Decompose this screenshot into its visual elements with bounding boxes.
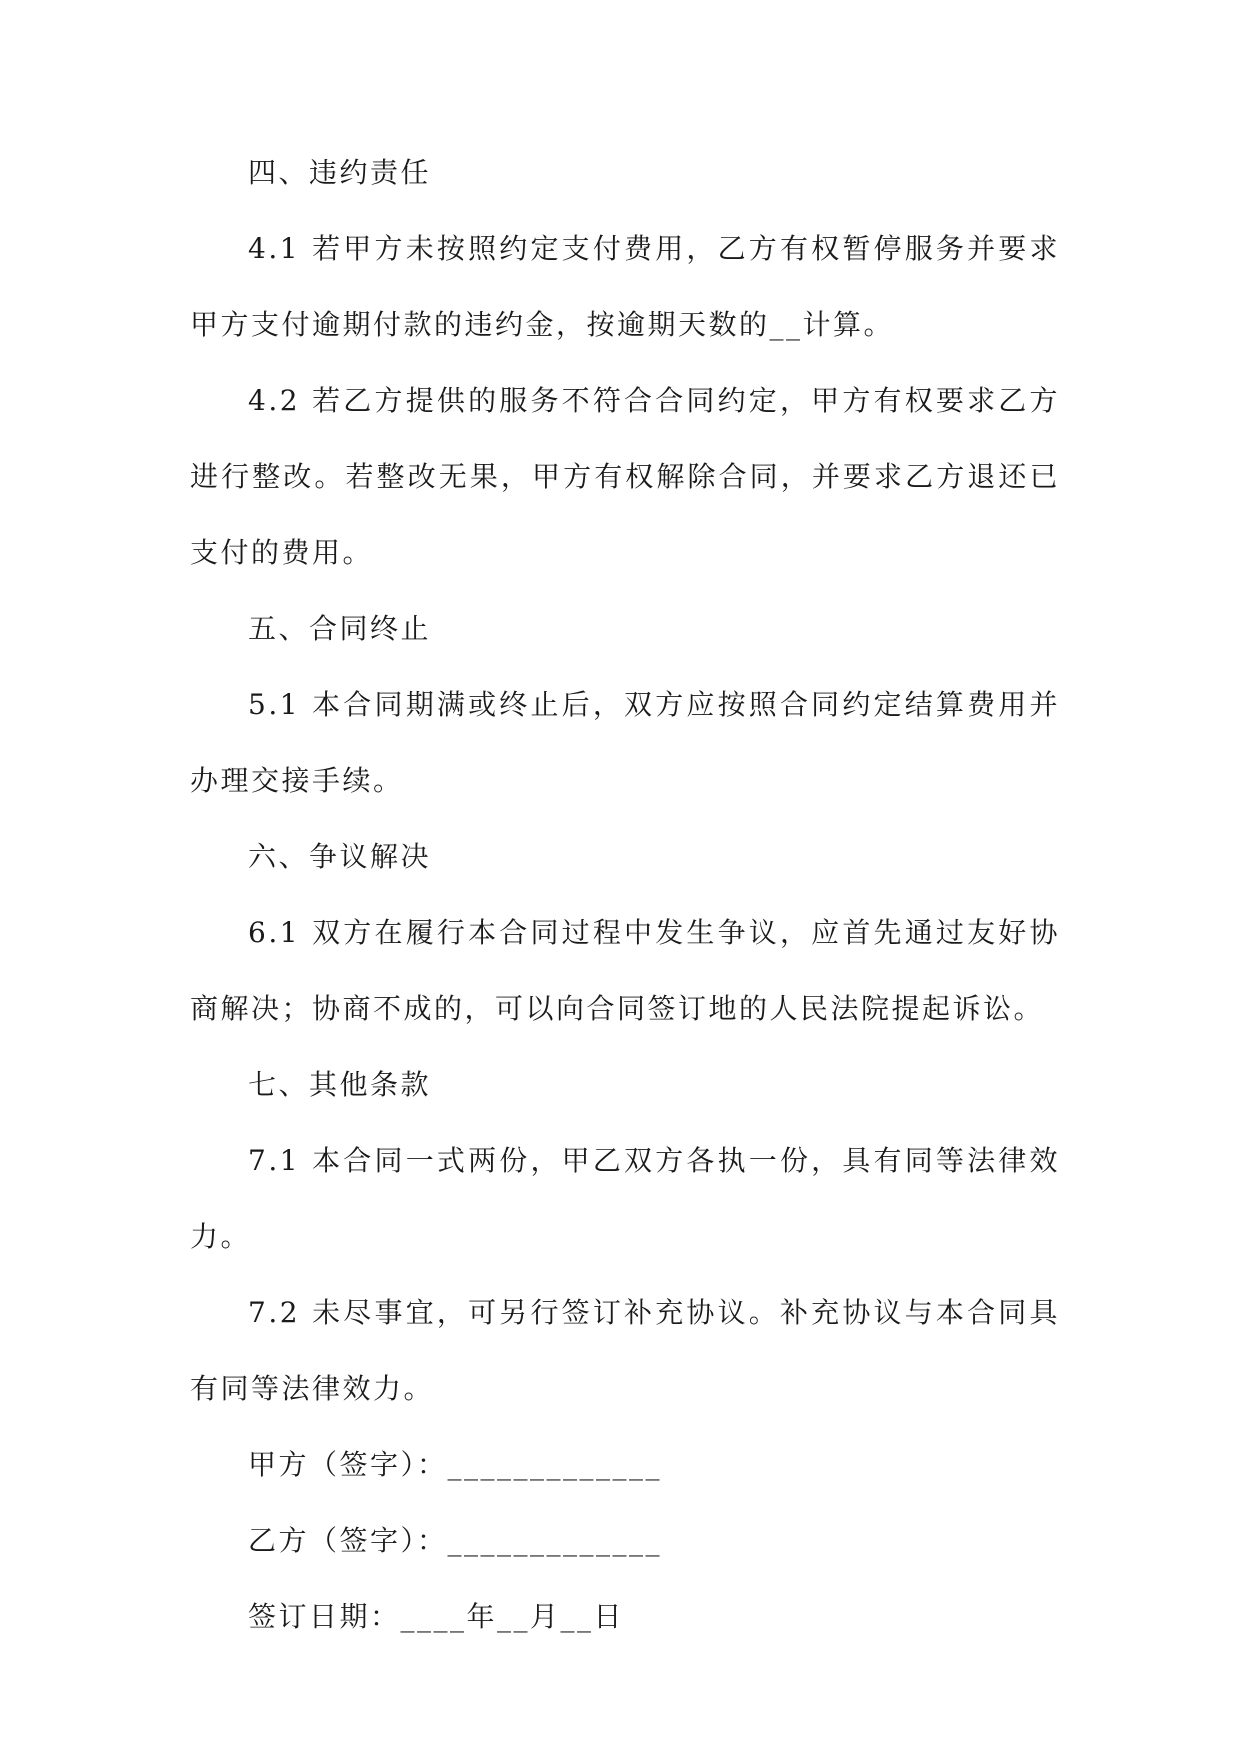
clause-7-1: 7.1 本合同一式两份，甲乙双方各执一份，具有同等法律效力。 (190, 1144, 1060, 1253)
clause-4-1: 4.1 若甲方未按照约定支付费用，乙方有权暂停服务并要求甲方支付逾期付款的违约金，按逾期天数的__计算。 (190, 232, 1060, 341)
clause-5-1: 5.1 本合同期满或终止后，双方应按照合同约定结算费用并办理交接手续。 (190, 688, 1060, 797)
section-heading-breach: 四、违约责任 (248, 156, 432, 189)
clause-6-1: 6.1 双方在履行本合同过程中发生争议，应首先通过友好协商解决；协商不成的，可以向合同签订地的人民法院提起诉讼。 (190, 916, 1060, 1025)
signing-date-line: 签订日期：____年__月__日 (248, 1600, 625, 1633)
clause-4-2: 4.2 若乙方提供的服务不符合合同约定，甲方有权要求乙方进行整改。若整改无果，甲方有权解除合同，并要求乙方退还已支付的费用。 (190, 384, 1060, 569)
document-body (190, 135, 1060, 1655)
party-a-signature-line: 甲方（签字）：_____________ (248, 1448, 663, 1481)
section-heading-other-terms: 七、其他条款 (248, 1068, 432, 1101)
section-heading-dispute: 六、争议解决 (248, 840, 432, 873)
section-heading-termination: 五、合同终止 (248, 612, 432, 645)
party-b-signature-line: 乙方（签字）：_____________ (248, 1524, 663, 1557)
clause-7-2: 7.2 未尽事宜，可另行签订补充协议。补充协议与本合同具有同等法律效力。 (190, 1296, 1060, 1405)
